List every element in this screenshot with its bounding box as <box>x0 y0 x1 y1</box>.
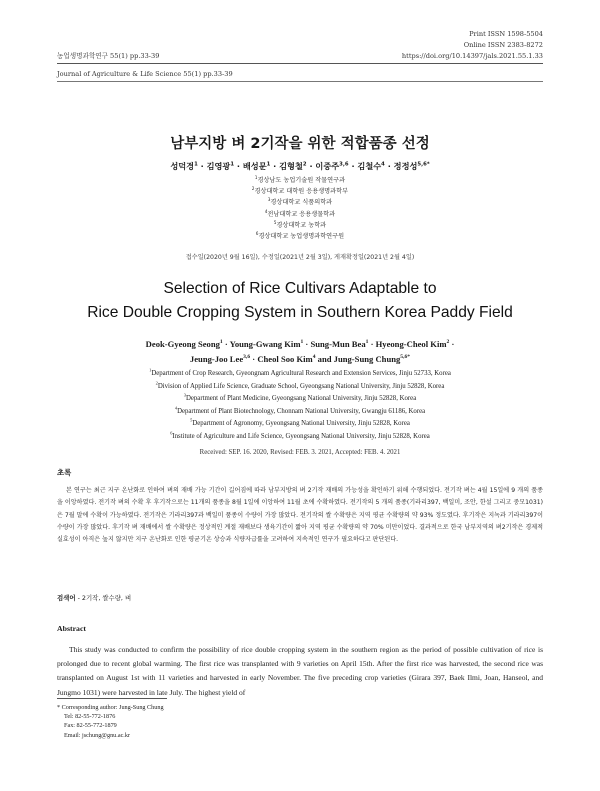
footnote <box>57 703 164 740</box>
author-kr: 김철수 <box>357 161 382 171</box>
english-abstract-body: This study was conducted to confirm the possibility of rice double cropping system in the southern region as the period of possible cultivation of rice is prolonged due to recent global warming. The first rice was transplanted with 9 varieties on April 15th. After the first rice was harvested, the second rice was transplanted on August 1st with 11 varieties and harvested in early November. The five preceding crop varieties (Girara 397, Baek Ilmi, Joan, Hanseol, and Jungmo 1031) were harvested in late July. The highest yield of <box>57 645 543 697</box>
journal-name-english: Journal of Agriculture & Life Science 55(1) pp.33-39 <box>57 70 233 78</box>
english-dates: Received: SEP. 16. 2020, Revised: FEB. 3. 2021, Accepted: FEB. 4. 2021 <box>199 449 401 456</box>
english-authors-line-2: Jeung-Joo Lee$^{3,6}$ · Cheol Soo Kim$^4$ and Jung-Sung Chung$^{5,6*}$ <box>189 353 411 364</box>
affiliation-kr-4: $^4$전남대학교 응용생물학과 <box>264 208 336 218</box>
header-rule-lower <box>57 81 543 82</box>
corresponding-author: * Corresponding author: Jung-Sung Chung <box>57 704 164 711</box>
affiliation-en-3: $^3$Department of Plant Medicine, Gyeongsang National University, Jinju 52828, Korea <box>183 392 417 402</box>
korean-authors: 성덕경$^1$ · 김영광$^1$ · 배성문$^1$ · 김형철$^2$ · 이중주$^{3,6}$ · 김철수$^4$ · 정정성$^{5,6*}$ <box>170 161 430 171</box>
footnote-rule <box>57 698 167 699</box>
author-en: Jung-Sung Chung <box>333 353 401 364</box>
author-en: Deok-Gyeong Seong <box>145 339 220 349</box>
header-rule <box>57 63 543 64</box>
affiliation-en-2: $^2$Division of Applied Life Science, Graduate School, Gyeongsang National University, Jinju 52828, Korea <box>155 380 445 390</box>
author-kr: 김형철 <box>279 161 303 171</box>
author-en: Sung-Mun Bea <box>310 339 366 349</box>
journal-name-korean: 농업생명과학연구 55(1) pp.33-39 <box>57 52 160 60</box>
online-issn: Online ISSN 2383-8272 <box>463 41 543 49</box>
doi-link[interactable]: https://doi.org/10.14397/jals.2021.55.1.33 <box>401 52 543 60</box>
author-en: Young-Gwang Kim <box>229 339 301 349</box>
affiliation-en-6: $^6$Institute of Agriculture and Life Science, Gyeongsang National University, Jinju 52828, Korea <box>170 430 430 440</box>
english-title-line-1: Selection of Rice Cultivars Adaptable to <box>163 280 437 297</box>
author-en: Jeung-Joo Lee <box>189 353 244 364</box>
korean-abstract-body: 본 연구는 최근 지구 온난화로 인하여 벼의 재배 가능 기간이 길어짐에 따라 남부지방의 벼 2기작 재배의 가능성을 확인하기 위해 수행되었다. 전기작 벼는 4월 15일에 9 개의 품종을 이앙하였다. 전기작 벼의 수확 후 후기작으로는 11개의 품종을 8월 1일에 이앙하여 11월 초에 수확하였다. 전기작의 5 개의 품종(기라리397, 백일미, 조안, 한설 그리고 중모1031)은 7월 말에 수확이 가능하였다. 전기작은 기라리397과 백일미 품종이 수량이 가장 많았다. 전기작의 쌀 수확량은 지역 평균 수확량의 약 93% 정도였다. 후기작은 지녹과 기라리397이 수량이 가장 많았다. 후기작 벼 재배에서 쌀 수확량은 정상적인 계절 재배보다 생육기간이 짧아 지역 평균 수확량의 약 70% 미만이었다. 결과적으로 한국 남부지역의 벼2기작은 경제적 실효성이 아직은 높지 않지만 지구 온난화로 인한 평균기온 상승과 식량자급률을 고려하여 지속적인 연구가 필요하다고 판단된다. <box>57 487 543 544</box>
korean-title: 남부지방 벼 2기작을 위한 적합품종 선정 <box>170 136 430 152</box>
english-authors <box>0 337 600 366</box>
korean-keywords: 검색어 - 2기작, 쌀수량, 벼 <box>57 594 132 602</box>
korean-dates: 접수일(2020년 9월 16일), 수정일(2021년 2월 3일), 게재확정일(2021년 2월 4일) <box>185 254 415 261</box>
keywords-label: 검색어 <box>57 594 76 602</box>
affiliation-kr-3: $^3$경상대학교 식품의학과 <box>267 197 333 207</box>
affiliation-en-5: $^5$Department of Agronomy, Gyeongsang National University, Jinju 52828, Korea <box>190 417 410 427</box>
print-issn: Print ISSN 1598-5504 <box>469 30 543 38</box>
author-kr: 김영광 <box>206 161 231 171</box>
affiliation-kr-1: $^1$경상남도 농업기술원 작물연구과 <box>254 174 346 184</box>
english-abstract-heading: Abstract <box>57 624 87 633</box>
affiliation-en-1: $^1$Department of Crop Research, Gyeongnam Agricultural Research and Extension Services, Jinju 52733, Korea <box>149 367 451 377</box>
footnote-fax: Fax: 82-55-772-1879 <box>64 722 117 730</box>
affiliation-en-4: $^4$Department of Plant Biotechnology, Chonnam National University, Gwangju 61186, Korea <box>174 405 426 415</box>
footnote-email[interactable]: Email: jschung@gnu.ac.kr <box>64 731 131 739</box>
author-kr: 배성문 <box>242 161 267 171</box>
author-en: Cheol Soo Kim <box>257 353 313 364</box>
english-authors-line-1: Deok-Gyeong Seong$^1$ · Young-Gwang Kim$^1$ · Sung-Mun Bea$^1$ · Hyeong-Cheol Kim$^2$ · <box>145 339 455 349</box>
korean-affiliations <box>0 175 600 242</box>
author-kr: 정정성 <box>393 161 418 171</box>
author-kr: 성덕경 <box>170 161 195 171</box>
english-affiliations <box>0 368 600 443</box>
korean-abstract-heading: 초록 <box>57 468 72 477</box>
affiliation-kr-5: $^5$경상대학교 농학과 <box>273 219 327 229</box>
affiliation-kr-2: $^2$경상대학교 대학원 응용생명과학부 <box>251 186 349 196</box>
english-title <box>0 277 600 325</box>
affiliation-kr-6: $^6$경상대학교 농업생명과학연구원 <box>255 230 345 241</box>
author-kr: 이중주 <box>315 161 340 171</box>
english-title-line-2: Rice Double Cropping System in Southern Korea Paddy Field <box>87 304 513 321</box>
keywords-list: 2기작, 쌀수량, 벼 <box>81 594 132 602</box>
footnote-tel: Tel: 82-55-772-1876 <box>64 713 116 721</box>
author-en: Hyeong-Cheol Kim <box>375 339 447 349</box>
